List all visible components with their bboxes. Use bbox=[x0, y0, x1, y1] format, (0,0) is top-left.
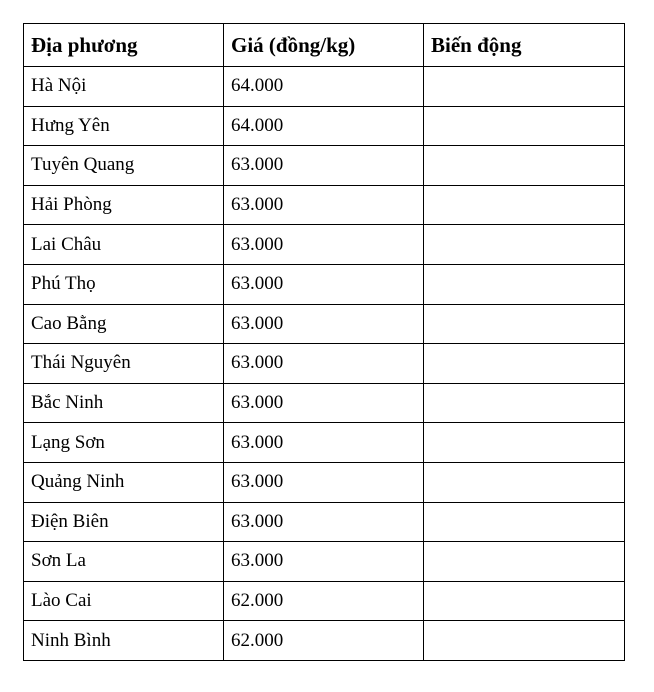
cell-change bbox=[424, 264, 625, 304]
cell-price: 64.000 bbox=[224, 67, 424, 107]
cell-price: 62.000 bbox=[224, 621, 424, 661]
table-row bbox=[24, 146, 625, 186]
cell-price: 62.000 bbox=[224, 581, 424, 621]
cell-location: Lạng Sơn bbox=[24, 423, 224, 463]
cell-change bbox=[424, 423, 625, 463]
cell-location: Bắc Ninh bbox=[24, 383, 224, 423]
cell-location: Sơn La bbox=[24, 542, 224, 582]
table-row bbox=[24, 185, 625, 225]
table-row bbox=[24, 67, 625, 107]
cell-location: Hưng Yên bbox=[24, 106, 224, 146]
cell-price: 63.000 bbox=[224, 304, 424, 344]
price-table bbox=[23, 23, 625, 661]
cell-location: Hải Phòng bbox=[24, 185, 224, 225]
table-row bbox=[24, 423, 625, 463]
cell-change bbox=[424, 146, 625, 186]
header-location: Địa phương bbox=[24, 24, 224, 67]
table-row bbox=[24, 581, 625, 621]
cell-price: 63.000 bbox=[224, 185, 424, 225]
header-price: Giá (đồng/kg) bbox=[224, 24, 424, 67]
cell-location: Cao Bằng bbox=[24, 304, 224, 344]
table-row bbox=[24, 502, 625, 542]
cell-price: 64.000 bbox=[224, 106, 424, 146]
cell-location: Phú Thọ bbox=[24, 264, 224, 304]
table-row bbox=[24, 225, 625, 265]
table-row bbox=[24, 264, 625, 304]
table-body bbox=[24, 67, 625, 661]
cell-change bbox=[424, 344, 625, 384]
table-row bbox=[24, 542, 625, 582]
cell-price: 63.000 bbox=[224, 225, 424, 265]
table-row bbox=[24, 106, 625, 146]
cell-change bbox=[424, 106, 625, 146]
cell-change bbox=[424, 462, 625, 502]
cell-change bbox=[424, 542, 625, 582]
cell-location: Điện Biên bbox=[24, 502, 224, 542]
cell-location: Tuyên Quang bbox=[24, 146, 224, 186]
cell-location: Ninh Bình bbox=[24, 621, 224, 661]
cell-price: 63.000 bbox=[224, 423, 424, 463]
cell-price: 63.000 bbox=[224, 383, 424, 423]
cell-change bbox=[424, 67, 625, 107]
cell-change bbox=[424, 581, 625, 621]
cell-price: 63.000 bbox=[224, 146, 424, 186]
table-row bbox=[24, 344, 625, 384]
cell-change bbox=[424, 225, 625, 265]
cell-price: 63.000 bbox=[224, 344, 424, 384]
cell-change bbox=[424, 304, 625, 344]
cell-location: Lai Châu bbox=[24, 225, 224, 265]
cell-price: 63.000 bbox=[224, 264, 424, 304]
header-row bbox=[24, 24, 625, 67]
cell-location: Hà Nội bbox=[24, 67, 224, 107]
cell-change bbox=[424, 621, 625, 661]
table-row bbox=[24, 621, 625, 661]
cell-change bbox=[424, 383, 625, 423]
cell-change bbox=[424, 185, 625, 225]
cell-price: 63.000 bbox=[224, 502, 424, 542]
header-change: Biến động bbox=[424, 24, 625, 67]
table-row bbox=[24, 462, 625, 502]
cell-change bbox=[424, 502, 625, 542]
table-row bbox=[24, 304, 625, 344]
table-row bbox=[24, 383, 625, 423]
cell-price: 63.000 bbox=[224, 542, 424, 582]
cell-location: Lào Cai bbox=[24, 581, 224, 621]
cell-location: Thái Nguyên bbox=[24, 344, 224, 384]
table-header bbox=[24, 24, 625, 67]
cell-price: 63.000 bbox=[224, 462, 424, 502]
cell-location: Quảng Ninh bbox=[24, 462, 224, 502]
